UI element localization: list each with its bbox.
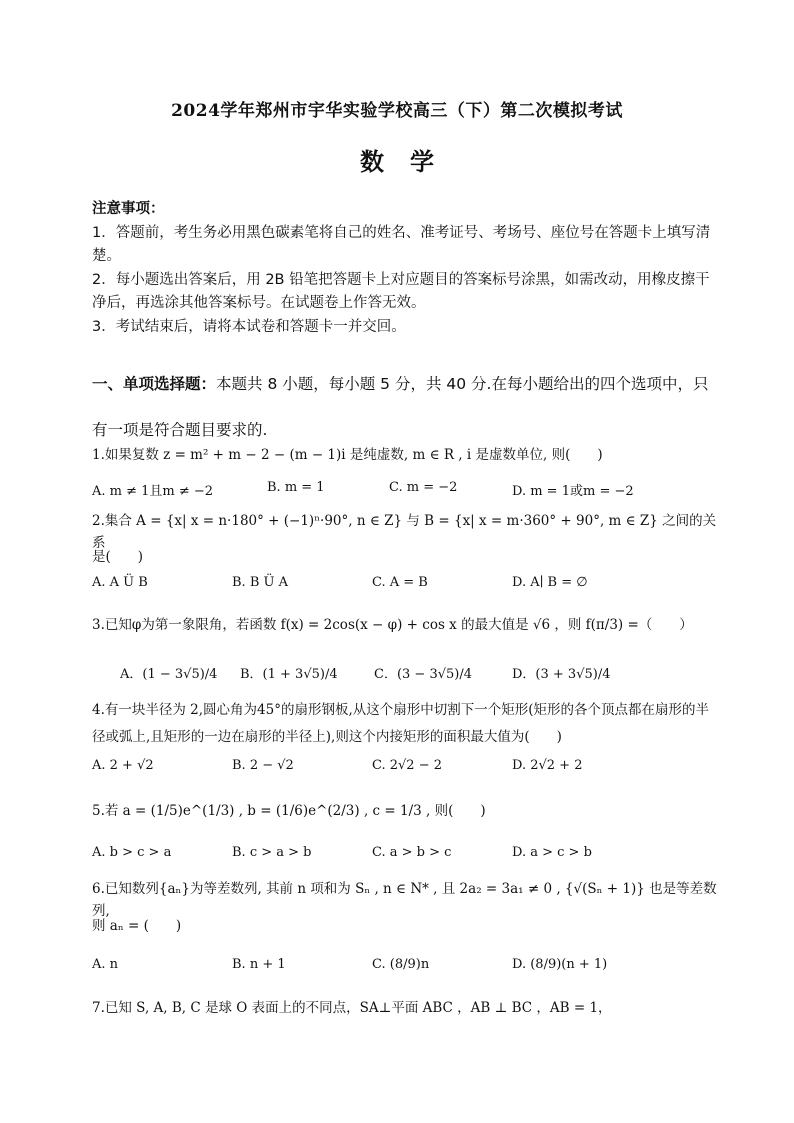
notice-item-3: 3．考试结束后，请将本试卷和答题卡一并交回。 (92, 318, 406, 335)
question-6-stem: 6.已知数列{aₙ}为等差数列, 其前 n 项和为 Sₙ , n ∈ N* , 且 2a₂ = 3a₁ ≠ 0 , {√(Sₙ + 1)} 也是等差数列, (92, 881, 717, 919)
option-c: C．(3 − 3√5)/4 (374, 667, 472, 682)
question-1-options (92, 480, 722, 502)
question-2-options (92, 575, 722, 597)
question-4-stem: 4.有一块半径为 2,圆心角为45°的扇形钢板,从这个扇形中切割下一个矩形(矩形的各个顶点都在扇形的半径或弧上,且矩形的一边在扇形的半径上),则这个内接矩形的面积最大值为( ) (92, 702, 710, 745)
option-d: D. (8/9)(n + 1) (512, 957, 608, 972)
option-a: A．(1 − 3√5)/4 (120, 667, 218, 682)
option-c: C. m = −2 (389, 480, 458, 495)
notice-heading: 注意事项： (92, 201, 165, 217)
section-heading (92, 361, 712, 453)
question-6-options (92, 957, 722, 979)
option-a: A. m ≠ 1且m ≠ −2 (92, 484, 214, 499)
question-7-stem: 7.已知 S, A, B, C 是球 O 表面上的不同点，SA⊥平面 ABC ，AB ⊥ BC ，AB = 1， (92, 1000, 612, 1016)
option-c: C. (8/9)n (372, 957, 430, 972)
option-d: D. m = 1或m = −2 (512, 484, 634, 499)
notice-item-2: 2．每小题选出答案后，用 2B 铅笔把答题卡上对应题目的答案标号涂黑，如需改动，用橡皮擦干净后，再选涂其他答案标号。在试题卷上作答无效。 (92, 271, 710, 311)
option-b: B. n + 1 (232, 957, 286, 972)
option-d: D. 2√2 + 2 (512, 758, 583, 773)
option-a: A. n (92, 957, 119, 972)
subject-title: 数学 (360, 147, 460, 176)
notice-item-1: 1．答题前，考生务必用黑色碳素笔将自己的姓名、准考证号、考场号、座位号在答题卡上填写清楚。 (92, 224, 711, 264)
option-d: D. A∣ B = ∅ (512, 575, 588, 590)
option-c: C. 2√2 − 2 (372, 758, 443, 773)
option-b: B. m = 1 (267, 480, 325, 495)
option-d: D．(3 + 3√5)/4 (512, 667, 611, 682)
section-desc: 本题共 8 小题，每小题 5 分，共 40 分.在每小题给出的四个选项中，只有一项是符合题目要求的. (92, 375, 709, 439)
option-b: B. B Ü A (232, 575, 288, 590)
option-d: D. a > c > b (512, 845, 592, 860)
option-b: B. c > a > b (232, 845, 312, 860)
section-label: 一、单项选择题： (92, 375, 217, 393)
option-b: B．(1 + 3√5)/4 (240, 667, 338, 682)
question-5-stem: 5.若 a = (1/5)e^(1/3) , b = (1/6)e^(2/3) , c = 1/3 , 则( ) (92, 803, 486, 819)
question-4-options (92, 758, 722, 780)
option-a: A. A Ü B (92, 575, 148, 590)
option-a: A. b > c > a (92, 845, 172, 860)
question-6-stem-cont: 则 aₙ = ( ) (92, 918, 182, 934)
question-5-options (92, 845, 722, 867)
option-c: C. a > b > c (372, 845, 452, 860)
question-2-stem-cont: 是( ) (92, 549, 144, 565)
question-2-stem: 2.集合 A = {x| x = n·180° + (−1)ⁿ·90°, n ∈ Z} 与 B = {x| x = m·360° + 90°, m ∈ Z} 之间的关系 (92, 513, 717, 551)
option-b: B. 2 − √2 (232, 758, 294, 773)
question-3-stem: 3.已知φ为第一象限角，若函数 f(x) = 2cos(x − φ) + cos x 的最大值是 √6 ，则 f(π/3) =（ ） (92, 617, 693, 633)
question-1-stem: 1.如果复数 z = m² + m − 2 − (m − 1)i 是纯虚数, m ∈ R , i 是虚数单位, 则( ) (92, 447, 603, 463)
option-c: C. A = B (372, 575, 428, 590)
exam-title: 2024学年郑州市宇华实验学校高三（下）第二次模拟考试 (171, 101, 623, 121)
question-3-options (92, 663, 722, 685)
option-a: A. 2 + √2 (92, 758, 154, 773)
notice-block (92, 198, 712, 339)
